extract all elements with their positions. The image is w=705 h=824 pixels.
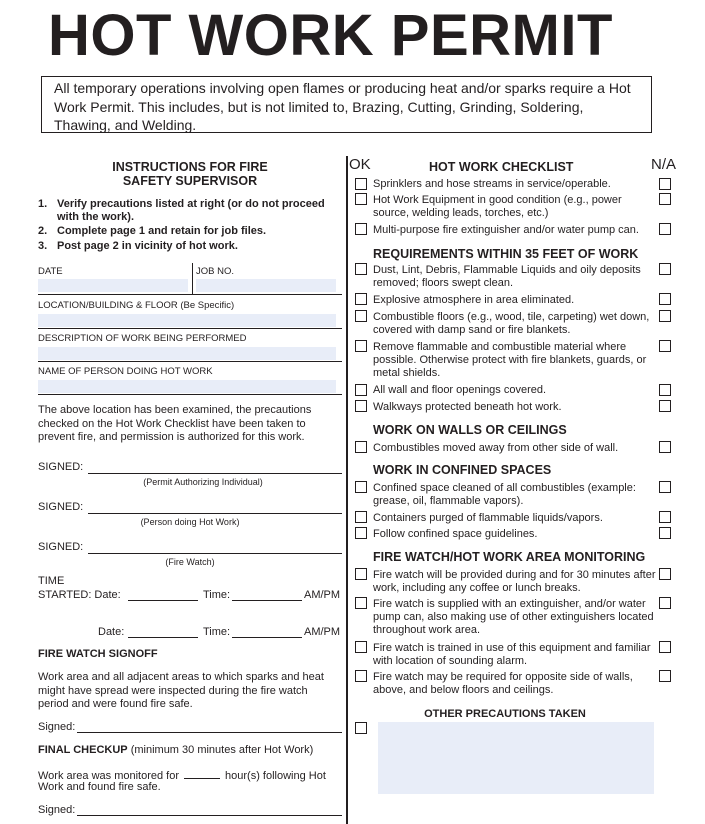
end-time-label: Time: — [203, 626, 231, 638]
ok-checkbox[interactable] — [355, 193, 367, 205]
checklist-item: Dust, Lint, Debris, Flammable Liquids and oily deposits removed; floors swept clean. — [373, 264, 641, 289]
na-checkbox[interactable] — [659, 441, 671, 453]
ok-checkbox[interactable] — [355, 568, 367, 580]
checklist-item: Explosive atmosphere in area eliminated. — [373, 294, 575, 306]
checklist-item: Remove flammable and combustible material where possible. Otherwise protect with fire blankets, guards, or metal shields. — [373, 341, 647, 379]
checklist-title: HOT WORK CHECKLIST — [429, 160, 574, 174]
job-no-label: JOB NO. — [196, 266, 235, 277]
ok-checkbox[interactable] — [355, 293, 367, 305]
started-date-field[interactable] — [128, 600, 198, 601]
na-checkbox[interactable] — [659, 641, 671, 653]
field-divider — [192, 263, 193, 294]
na-checkbox[interactable] — [659, 597, 671, 609]
checklist-item: Sprinklers and hose streams in service/operable. — [373, 178, 611, 190]
na-column-header: N/A — [651, 156, 677, 173]
ok-checkbox[interactable] — [355, 400, 367, 412]
location-field[interactable] — [38, 314, 336, 327]
ok-checkbox[interactable] — [355, 310, 367, 322]
ok-checkbox[interactable] — [355, 263, 367, 275]
section-title: WORK IN CONFINED SPACES — [373, 463, 552, 477]
na-checkbox[interactable] — [659, 400, 671, 412]
na-checkbox[interactable] — [659, 340, 671, 352]
signature-caption: (Fire Watch) — [165, 557, 215, 567]
ampm-label: AM/PM — [304, 589, 341, 601]
checklist-item: Combustibles moved away from other side of wall. — [373, 442, 619, 454]
other-precautions-field[interactable] — [378, 722, 654, 794]
checklist-item: All wall and floor openings covered. — [373, 384, 547, 396]
signature-line-3[interactable] — [88, 553, 342, 554]
time-label: TIME — [38, 575, 65, 587]
step-number: 1. — [38, 198, 48, 210]
ok-checkbox[interactable] — [355, 178, 367, 190]
hours-field[interactable] — [184, 768, 220, 779]
instruction-step — [38, 225, 338, 238]
section-title: WORK ON WALLS OR CEILINGS — [373, 423, 567, 437]
checklist-item: Fire watch is supplied with an extinguisher, and/or water pump can, also making use of other extinguishers located throughout work area. — [373, 598, 654, 636]
step-text: Complete page 1 and retain for job files. — [57, 225, 267, 238]
checklist-item: Fire watch may be required for opposite side of walls, above, and below floors and ceilings. — [373, 671, 633, 696]
checklist-item: Hot Work Equipment in good condition (e.g., power source, welding leads, torches, etc.) — [373, 194, 622, 219]
section-title: REQUIREMENTS WITHIN 35 FEET OF WORK — [373, 247, 639, 261]
instruction-steps — [38, 198, 338, 254]
na-checkbox[interactable] — [659, 223, 671, 235]
signed-label: SIGNED: — [38, 501, 84, 513]
step-number: 2. — [38, 225, 48, 238]
ok-checkbox[interactable] — [355, 511, 367, 523]
signature-line-2[interactable] — [88, 513, 342, 514]
field-rule — [38, 294, 342, 295]
intro-box: All temporary operations involving open flames or producing heat and/or sparks require a Hot Work Permit. This includes, but is not limited to, Brazing, Cutting, Grinding, Soldering, Thawing, and Welding. — [41, 76, 652, 133]
worker-name-label: NAME OF PERSON DOING HOT WORK — [38, 366, 213, 377]
started-date-label: STARTED: Date: — [38, 589, 121, 601]
worker-name-field[interactable] — [38, 380, 336, 393]
description-label: DESCRIPTION OF WORK BEING PERFORMED — [38, 333, 247, 344]
field-rule — [38, 328, 342, 329]
monitored-text: Work and found fire safe. — [38, 781, 161, 793]
ok-checkbox[interactable] — [355, 597, 367, 609]
end-time-field[interactable] — [232, 637, 302, 638]
page-title: HOT WORK PERMIT — [48, 3, 613, 68]
checklist-item: Walkways protected beneath hot work. — [373, 401, 562, 413]
final-signature-line[interactable] — [77, 815, 342, 816]
step-text: Verify precautions listed at right (or do not proceed with the work). — [57, 198, 325, 223]
signed-label: SIGNED: — [38, 541, 84, 553]
signature-caption: (Permit Authorizing Individual) — [143, 477, 263, 487]
started-time-field[interactable] — [232, 600, 302, 601]
na-checkbox[interactable] — [659, 511, 671, 523]
na-checkbox[interactable] — [659, 670, 671, 682]
description-field[interactable] — [38, 347, 336, 360]
instructions-title: INSTRUCTIONS FOR FIRE SAFETY SUPERVISOR — [112, 160, 268, 188]
ok-checkbox[interactable] — [355, 722, 367, 734]
ok-checkbox[interactable] — [355, 527, 367, 539]
date-field[interactable] — [38, 279, 188, 292]
ok-checkbox[interactable] — [355, 641, 367, 653]
checklist-item: Fire watch is trained in use of this equipment and familiar with location of sounding alarm. — [373, 642, 651, 667]
started-time-label: Time: — [203, 589, 231, 601]
examined-statement: The above location has been examined, the precautions checked on the Hot Work Checklist have been taken to prevent fire, and permission is authorized for this work. — [38, 404, 312, 443]
checklist-item: Confined space cleaned of all combustibles (example: grease, oil, flammable vapors). — [373, 482, 636, 507]
signed-small-label: Signed: — [38, 721, 76, 733]
fire-watch-signoff-title: FIRE WATCH SIGNOFF — [38, 648, 158, 660]
signoff-signature-line[interactable] — [77, 732, 342, 733]
na-checkbox[interactable] — [659, 384, 671, 396]
job-no-field[interactable] — [196, 279, 336, 292]
na-checkbox[interactable] — [659, 178, 671, 190]
na-checkbox[interactable] — [659, 263, 671, 275]
ok-column-header: OK — [349, 156, 371, 173]
final-checkup-title: FINAL CHECKUP — [38, 744, 128, 756]
na-checkbox[interactable] — [659, 527, 671, 539]
other-precautions-title: OTHER PRECAUTIONS TAKEN — [424, 708, 586, 720]
checklist-item: Multi-purpose fire extinguisher and/or water pump can. — [373, 224, 639, 236]
na-checkbox[interactable] — [659, 293, 671, 305]
final-checkup — [38, 744, 313, 757]
na-checkbox[interactable] — [659, 568, 671, 580]
final-checkup-note: (minimum 30 minutes after Hot Work) — [127, 744, 314, 756]
instruction-step — [38, 240, 338, 253]
monitored-text: Work area was monitored for — [38, 770, 180, 782]
ok-checkbox[interactable] — [355, 223, 367, 235]
field-rule — [38, 394, 342, 395]
end-date-field[interactable] — [128, 637, 198, 638]
checklist-item: Containers purged of flammable liquids/vapors. — [373, 512, 603, 524]
na-checkbox[interactable] — [659, 481, 671, 493]
field-rule — [38, 361, 342, 362]
location-label: LOCATION/BUILDING & FLOOR (Be Specific) — [38, 300, 235, 311]
ok-checkbox[interactable] — [355, 670, 367, 682]
monitored-text: hour(s) following Hot — [225, 770, 326, 782]
ampm-label: AM/PM — [304, 626, 341, 638]
ok-checkbox[interactable] — [355, 384, 367, 396]
checklist-item: Fire watch will be provided during and for 30 minutes after work, including any coffee or lunch breaks. — [373, 569, 656, 594]
na-checkbox[interactable] — [659, 310, 671, 322]
step-number: 3. — [38, 239, 48, 252]
column-divider — [346, 156, 348, 824]
na-checkbox[interactable] — [659, 193, 671, 205]
fire-watch-signoff-text: Work area and all adjacent areas to which sparks and heat might have spread were inspected during the fire watch period and were found fire safe. — [38, 671, 324, 710]
signed-small-label: Signed: — [38, 804, 76, 816]
step-text: Post page 2 in vicinity of hot work. — [57, 239, 238, 252]
instruction-step — [38, 198, 338, 223]
signature-caption: (Person doing Hot Work) — [140, 517, 240, 527]
checklist-item: Follow confined space guidelines. — [373, 528, 538, 540]
signed-label: SIGNED: — [38, 461, 84, 473]
ok-checkbox[interactable] — [355, 481, 367, 493]
date-label: DATE — [38, 266, 63, 277]
ok-checkbox[interactable] — [355, 441, 367, 453]
signature-line-1[interactable] — [88, 473, 342, 474]
ok-checkbox[interactable] — [355, 340, 367, 352]
checklist-item: Combustible floors (e.g., wood, tile, carpeting) wet down, covered with damp sand or fire blankets. — [373, 311, 650, 336]
end-date-label: Date: — [98, 626, 125, 638]
section-title: FIRE WATCH/HOT WORK AREA MONITORING — [373, 550, 646, 564]
